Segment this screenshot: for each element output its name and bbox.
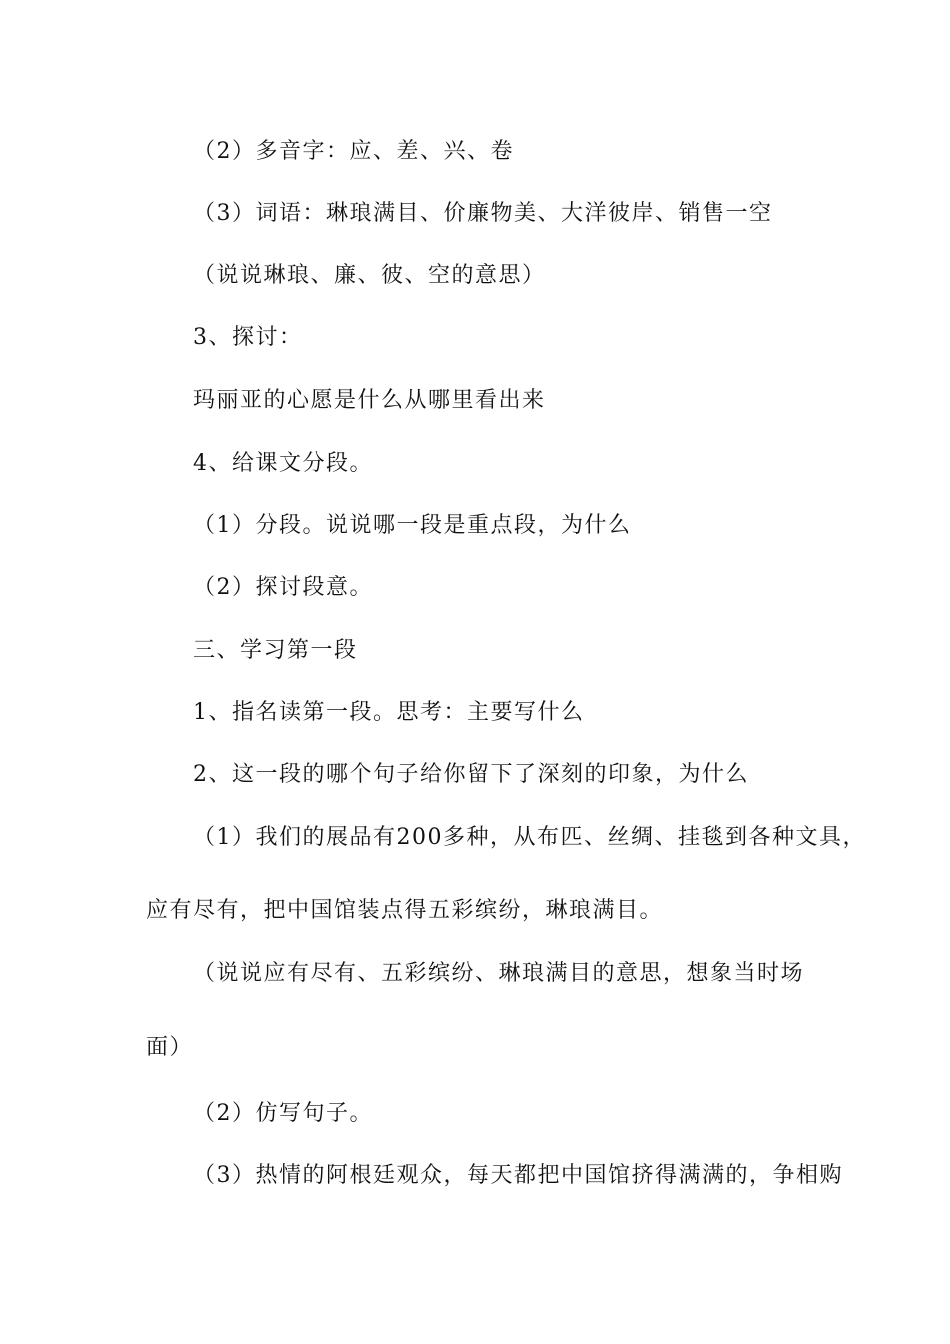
text-line: （2）探讨段意。 <box>193 575 373 600</box>
text-line: （3）热情的阿根廷观众，每天都把中国馆挤得满满的，争相购 <box>193 1163 843 1188</box>
text-line: （1）分段。说说哪一段是重点段，为什么 <box>193 513 632 538</box>
text-line: （1）我们的展品有200多种，从布匹、丝绸、挂毯到各种文具， <box>193 825 866 850</box>
text-line: 4、给课文分段。 <box>193 451 373 476</box>
text-line: 1、指名读第一段。思考：主要写什么 <box>193 700 585 725</box>
text-line: 2、这一段的哪个句子给你留下了深刻的印象，为什么 <box>193 762 749 787</box>
text-line: 应有尽有，把中国馆装点得五彩缤纷，琳琅满目。 <box>146 898 664 923</box>
text-line: （3）词语：琳琅满目、价廉物美、大洋彼岸、销售一空 <box>193 201 773 226</box>
text-line: （说说琳琅、廉、彼、空的意思） <box>193 263 546 288</box>
text-line: （2）仿写句子。 <box>193 1101 373 1126</box>
text-line: 3、探讨： <box>193 325 303 350</box>
text-line: 面） <box>146 1035 194 1060</box>
text-line: （说说应有尽有、五彩缤纷、琳琅满目的意思，想象当时场 <box>193 961 805 986</box>
text-line: 玛丽亚的心愿是什么从哪里看出来 <box>193 388 546 413</box>
text-line: （2）多音字：应、差、兴、卷 <box>193 139 514 164</box>
section-heading: 三、学习第一段 <box>193 638 358 663</box>
